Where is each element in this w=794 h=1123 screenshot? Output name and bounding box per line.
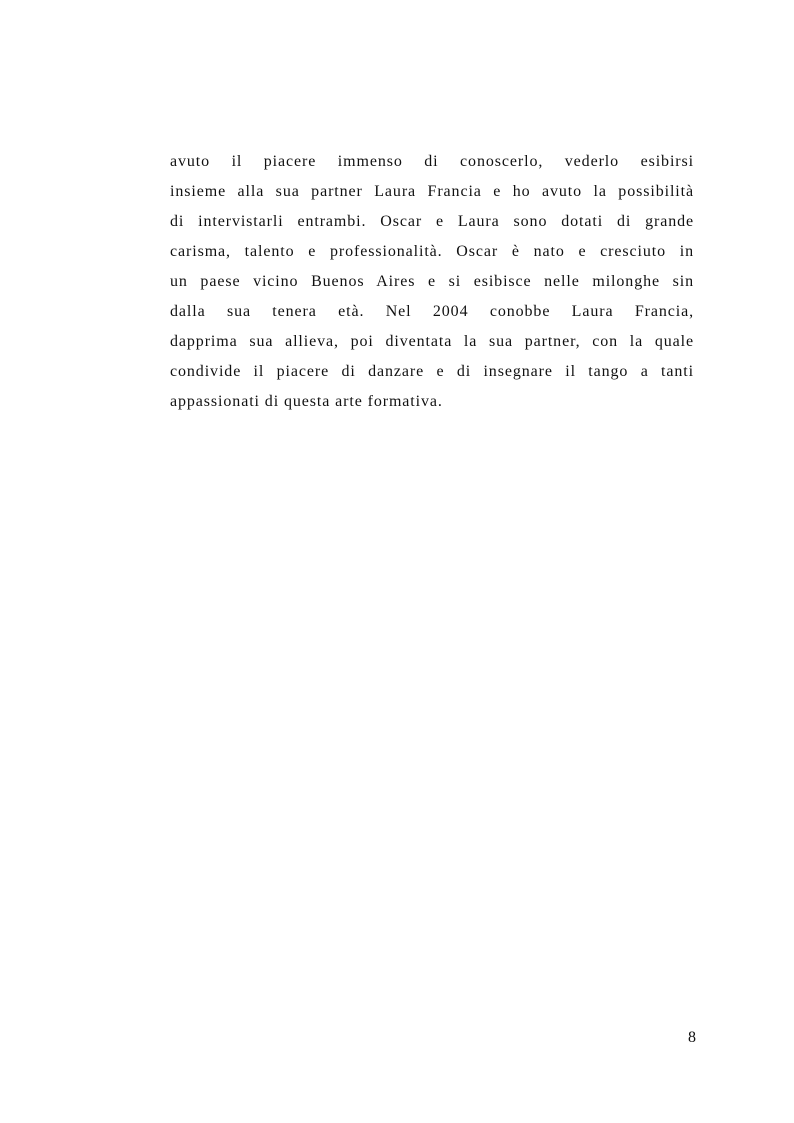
- paragraph-line: avuto il piacere immenso di conoscerlo, vederlo esibirsi: [170, 153, 694, 170]
- page-number: 8: [688, 1029, 696, 1046]
- paragraph-line: un paese vicino Buenos Aires e si esibisce nelle milonghe sin: [170, 273, 694, 290]
- paragraph-line: carisma, talento e professionalità. Oscar è nato e cresciuto in: [170, 243, 694, 260]
- paragraph-line: dalla sua tenera età. Nel 2004 conobbe Laura Francia,: [170, 303, 694, 320]
- paragraph-line: appassionati di questa arte formativa.: [170, 393, 443, 410]
- body-paragraph: [170, 147, 694, 417]
- paragraph-line: di intervistarli entrambi. Oscar e Laura sono dotati di grande: [170, 213, 694, 230]
- paragraph-line: condivide il piacere di danzare e di insegnare il tango a tanti: [170, 363, 694, 380]
- paragraph-line: dapprima sua allieva, poi diventata la sua partner, con la quale: [170, 333, 694, 350]
- paragraph-line: insieme alla sua partner Laura Francia e ho avuto la possibilità: [170, 183, 694, 200]
